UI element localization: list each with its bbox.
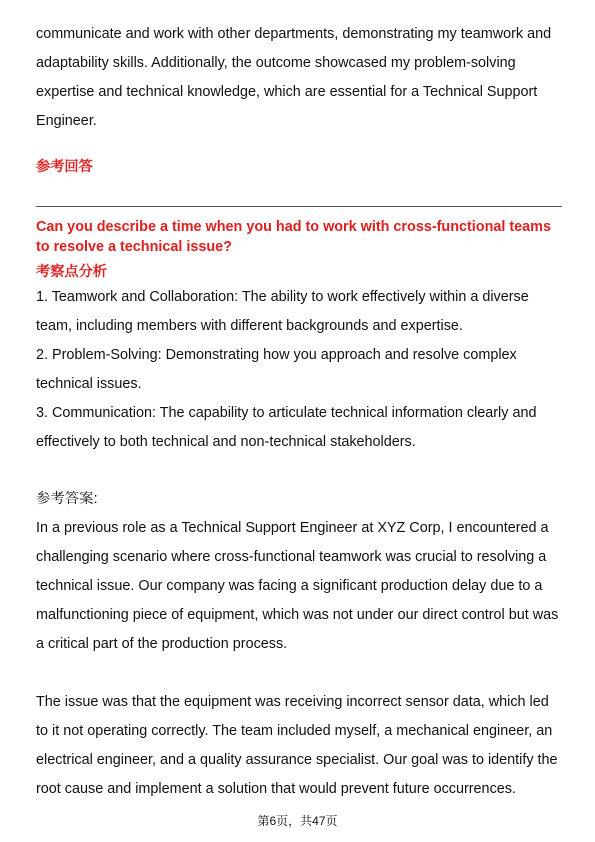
analysis-point: 3. Communication: The capability to articulate technical information clearly and effectively to both technical and non-technical stakeholders. — [36, 405, 537, 450]
answer-paragraph: In a previous role as a Technical Support Engineer at XYZ Corp, I encountered a challenging scenario where cross-functional teamwork was crucial to resolving a technical issue. Our company was facing a significant production delay due to a malfunctioning piece of equipment, which was not under our direct control but was a critical part of the production process. — [36, 520, 559, 652]
reference-answer-label: 参考回答 — [36, 159, 93, 175]
intro-paragraph: communicate and work with other departments, demonstrating my teamwork and adaptability skills. Additionally, the outcome showcased my problem-solving expertise and technical knowledge, which are essential for a Technical Support Engineer. — [36, 26, 552, 129]
analysis-label: 考察点分析 — [36, 264, 107, 280]
answer-paragraph: The issue was that the equipment was receiving incorrect sensor data, which led to it not operating correctly. The team included myself, a mechanical engineer, an electrical engineer, and a quality assurance specialist. Our goal was to identify the root cause and implement a solution that would prevent future occurrences. — [36, 694, 558, 797]
document-page — [36, 20, 562, 804]
reference-answer-heading: 参考答案: — [36, 491, 98, 507]
analysis-point: 2. Problem-Solving: Demonstrating how you approach and resolve complex technical issues. — [36, 347, 517, 392]
page-number-footer: 第6页，共47页 — [257, 814, 338, 828]
analysis-point: 1. Teamwork and Collaboration: The ability to work effectively within a diverse team, including members with different backgrounds and expertise. — [36, 289, 529, 334]
question-heading: Can you describe a time when you had to work with cross-functional teams to resolve a technical issue? — [36, 219, 551, 255]
